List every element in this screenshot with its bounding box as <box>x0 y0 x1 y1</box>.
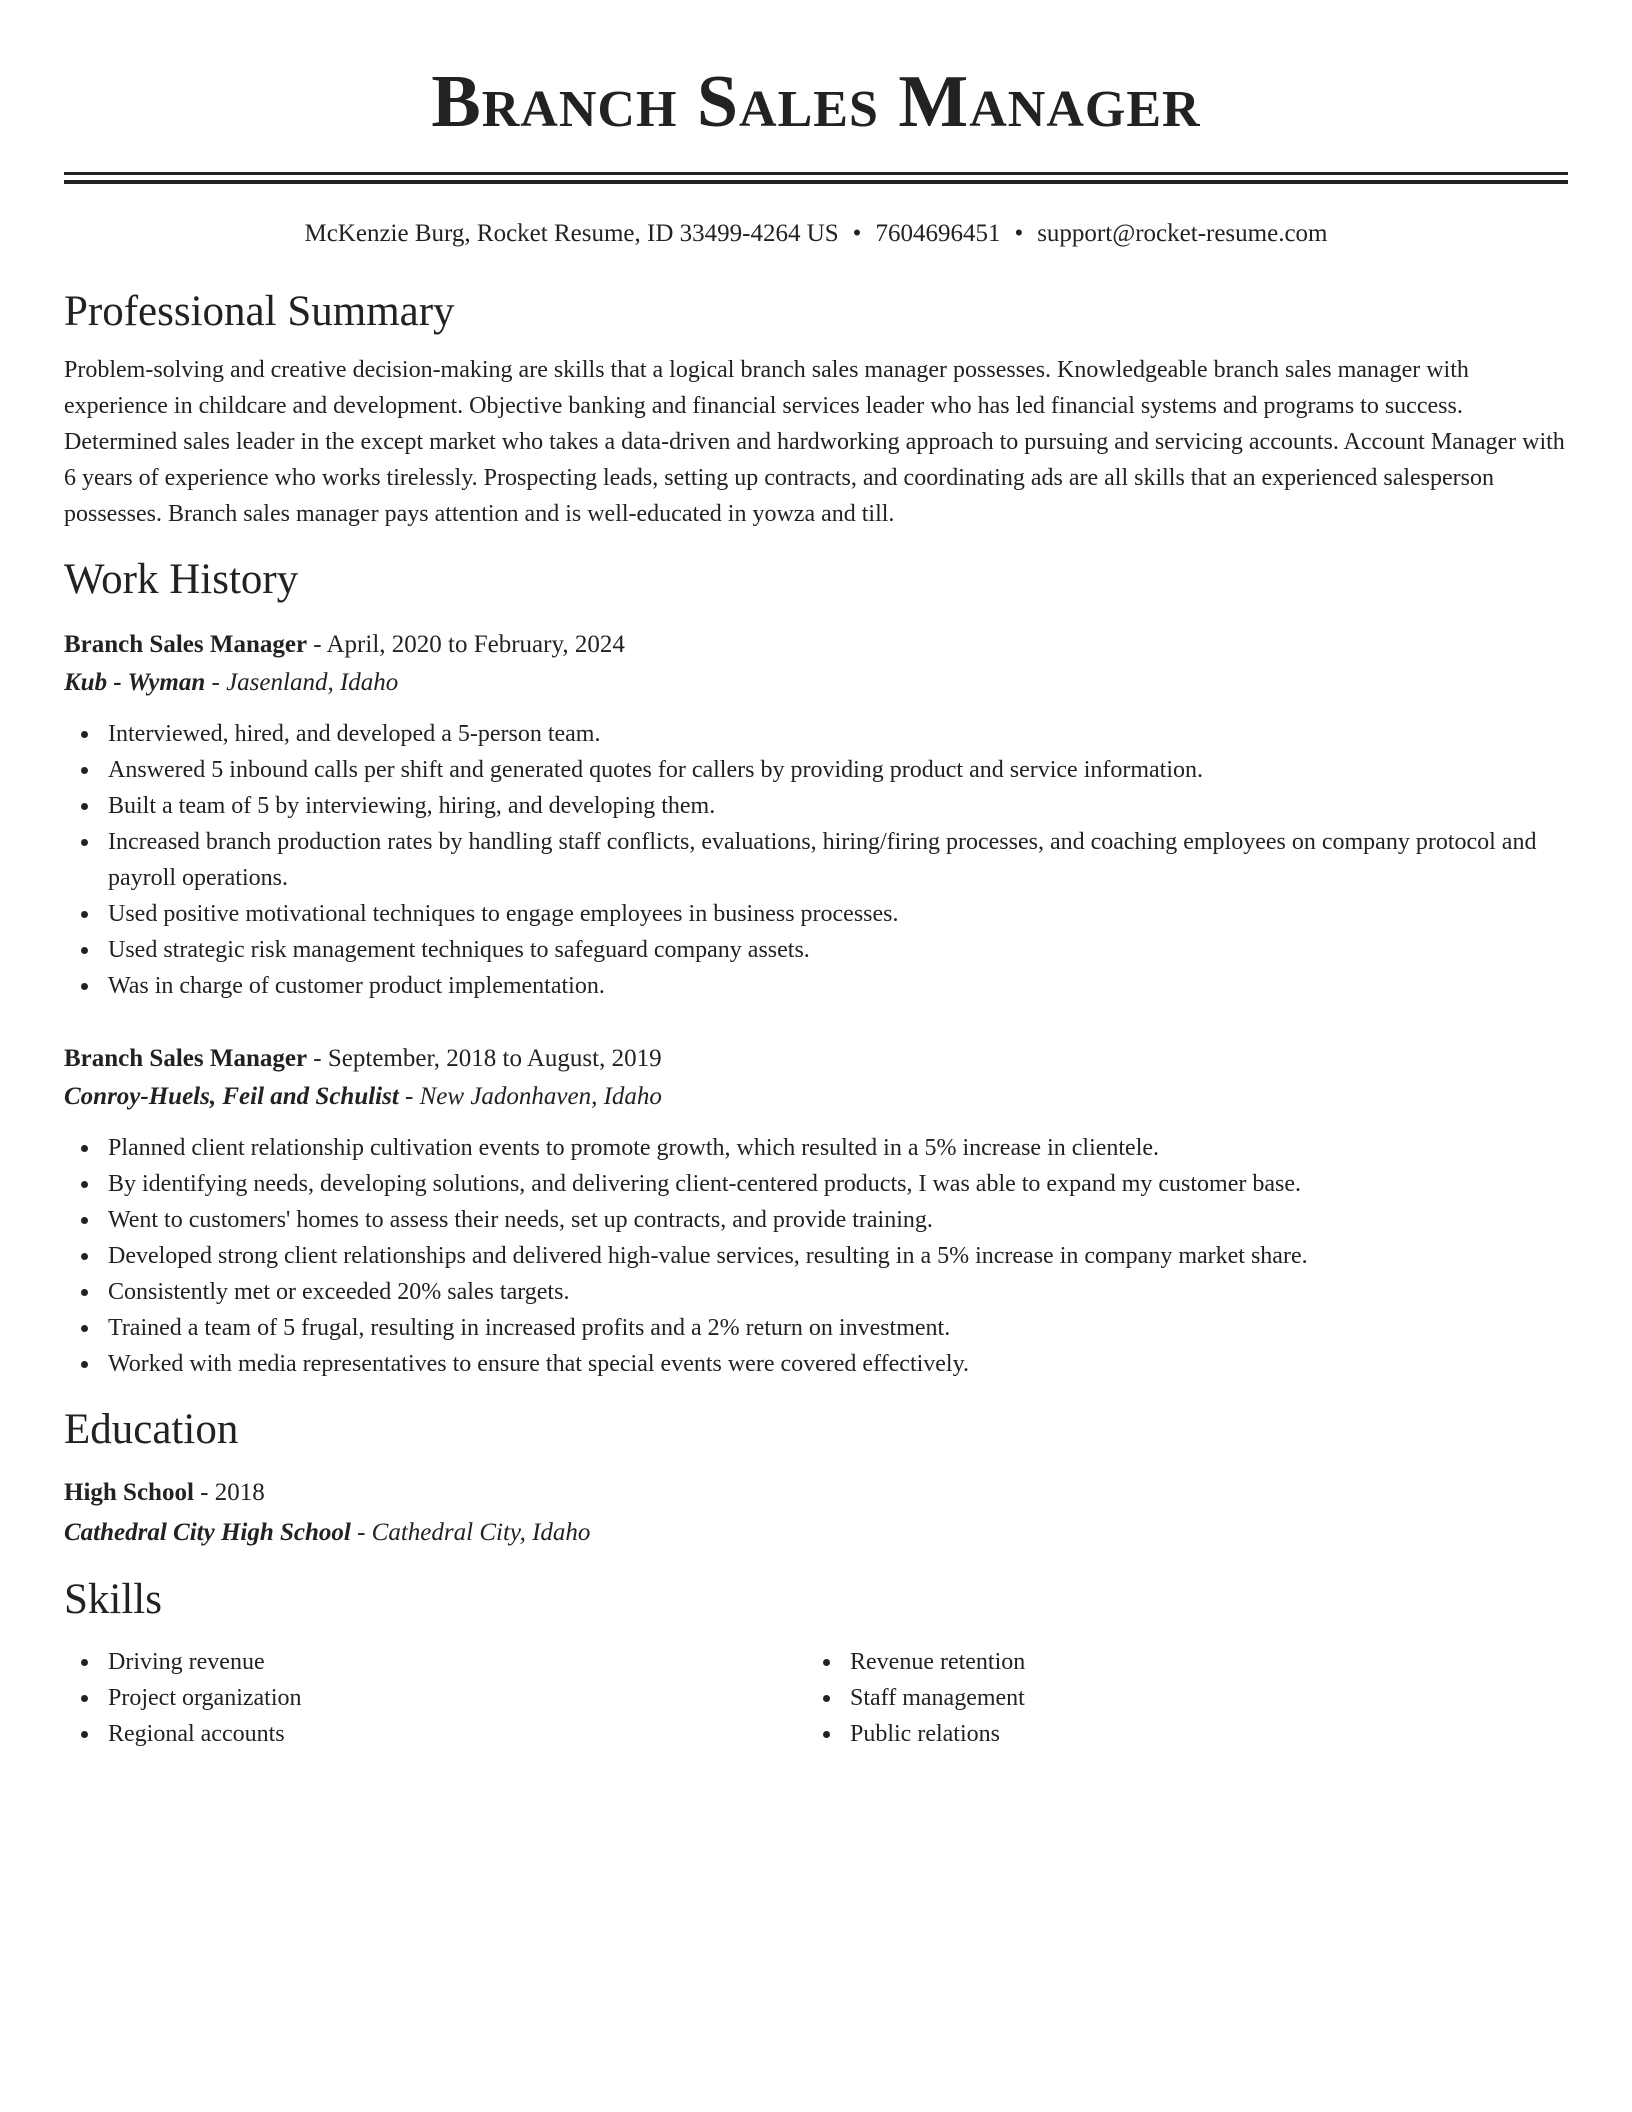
job-bullet: Interviewed, hired, and developed a 5-person team. <box>64 716 1568 752</box>
job-company: Kub - Wyman <box>64 669 206 696</box>
resume-name: Branch Sales Manager <box>431 61 1201 143</box>
skill-item: Staff management <box>806 1680 1548 1716</box>
job-company-line <box>64 664 1568 702</box>
job-bullet: Worked with media representatives to ensure that special events were covered effectively. <box>64 1346 1568 1382</box>
skill-item: Revenue retention <box>806 1644 1548 1680</box>
skills-grid <box>64 1644 1568 1752</box>
job-bullet: Answered 5 inbound calls per shift and generated quotes for callers by providing product and service information. <box>64 752 1568 788</box>
job-bullet-list <box>64 1130 1568 1382</box>
job-company: Conroy-Huels, Feil and Schulist <box>64 1083 399 1110</box>
job-bullet: Developed strong client relationships and delivered high-value services, resulting in a 5% increase in company market share. <box>64 1238 1568 1274</box>
skill-item: Project organization <box>64 1680 806 1716</box>
education-school-line <box>64 1512 1568 1554</box>
job-entry <box>64 626 1568 1004</box>
education-year: - 2018 <box>193 1479 265 1506</box>
job-bullet-list <box>64 716 1568 1004</box>
job-location: - New Jadonhaven, Idaho <box>398 1083 662 1110</box>
skill-item: Public relations <box>806 1716 1548 1752</box>
job-entry <box>64 1040 1568 1382</box>
header-rule-bottom <box>64 180 1568 184</box>
job-dates: - September, 2018 to August, 2019 <box>307 1045 662 1072</box>
job-bullet: By identifying needs, developing solutions, and delivering client-centered products, I was able to expand my customer base. <box>64 1166 1568 1202</box>
contact-line <box>64 218 1568 250</box>
contact-separator: • <box>1014 220 1024 247</box>
education-school: Cathedral City High School <box>64 1519 351 1546</box>
education-degree-line <box>64 1474 1568 1512</box>
skill-item: Regional accounts <box>64 1716 806 1752</box>
work-history-heading: Work History <box>64 556 299 603</box>
contact-phone: 7604696451 <box>875 220 1001 247</box>
education-degree: High School <box>64 1479 194 1506</box>
job-title-line <box>64 1040 1568 1078</box>
job-bullet: Planned client relationship cultivation events to promote growth, which resulted in a 5% increase in clientele. <box>64 1130 1568 1166</box>
job-company-line <box>64 1078 1568 1116</box>
education-location: - Cathedral City, Idaho <box>350 1519 591 1546</box>
job-bullet: Increased branch production rates by handling staff conflicts, evaluations, hiring/firing processes, and coaching employees on company protocol and payroll operations. <box>64 824 1568 896</box>
skills-column-left <box>64 1644 806 1752</box>
job-role: Branch Sales Manager <box>64 1045 308 1072</box>
skills-column-right <box>806 1644 1548 1752</box>
contact-separator: • <box>852 220 862 247</box>
job-title-line <box>64 626 1568 664</box>
job-role: Branch Sales Manager <box>64 631 308 658</box>
job-location: - Jasenland, Idaho <box>205 669 399 696</box>
education-heading: Education <box>64 1406 239 1453</box>
contact-address: McKenzie Burg, Rocket Resume, ID 33499-4264 US <box>304 220 839 247</box>
job-dates: - April, 2020 to February, 2024 <box>307 631 625 658</box>
job-bullet: Was in charge of customer product implementation. <box>64 968 1568 1004</box>
job-bullet: Went to customers' homes to assess their needs, set up contracts, and provide training. <box>64 1202 1568 1238</box>
summary-heading: Professional Summary <box>64 288 455 335</box>
job-bullet: Used strategic risk management techniques to safeguard company assets. <box>64 932 1568 968</box>
summary-text: Problem-solving and creative decision-making are skills that a logical branch sales manager possesses. Knowledgeable branch sales manager with experience in childcare and development. Objective banking and financial services leader who has led financial systems and programs to success. Determined sales leader in the except market who takes a data-driven and hardworking approach to pursuing and servicing accounts. Account Manager with 6 years of experience who works tirelessly. Prospecting leads, setting up contracts, and coordinating ads are all skills that an experienced salesperson possesses. Branch sales manager pays attention and is well-educated in yowza and till. <box>64 357 1565 527</box>
skill-item: Driving revenue <box>64 1644 806 1680</box>
job-bullet: Trained a team of 5 frugal, resulting in increased profits and a 2% return on investment. <box>64 1310 1568 1346</box>
skills-heading: Skills <box>64 1576 162 1623</box>
job-bullet: Consistently met or exceeded 20% sales targets. <box>64 1274 1568 1310</box>
education-entry <box>64 1474 1568 1554</box>
contact-email: support@rocket-resume.com <box>1037 220 1328 247</box>
job-bullet: Built a team of 5 by interviewing, hiring, and developing them. <box>64 788 1568 824</box>
job-bullet: Used positive motivational techniques to engage employees in business processes. <box>64 896 1568 932</box>
header-rule-top <box>64 172 1568 175</box>
